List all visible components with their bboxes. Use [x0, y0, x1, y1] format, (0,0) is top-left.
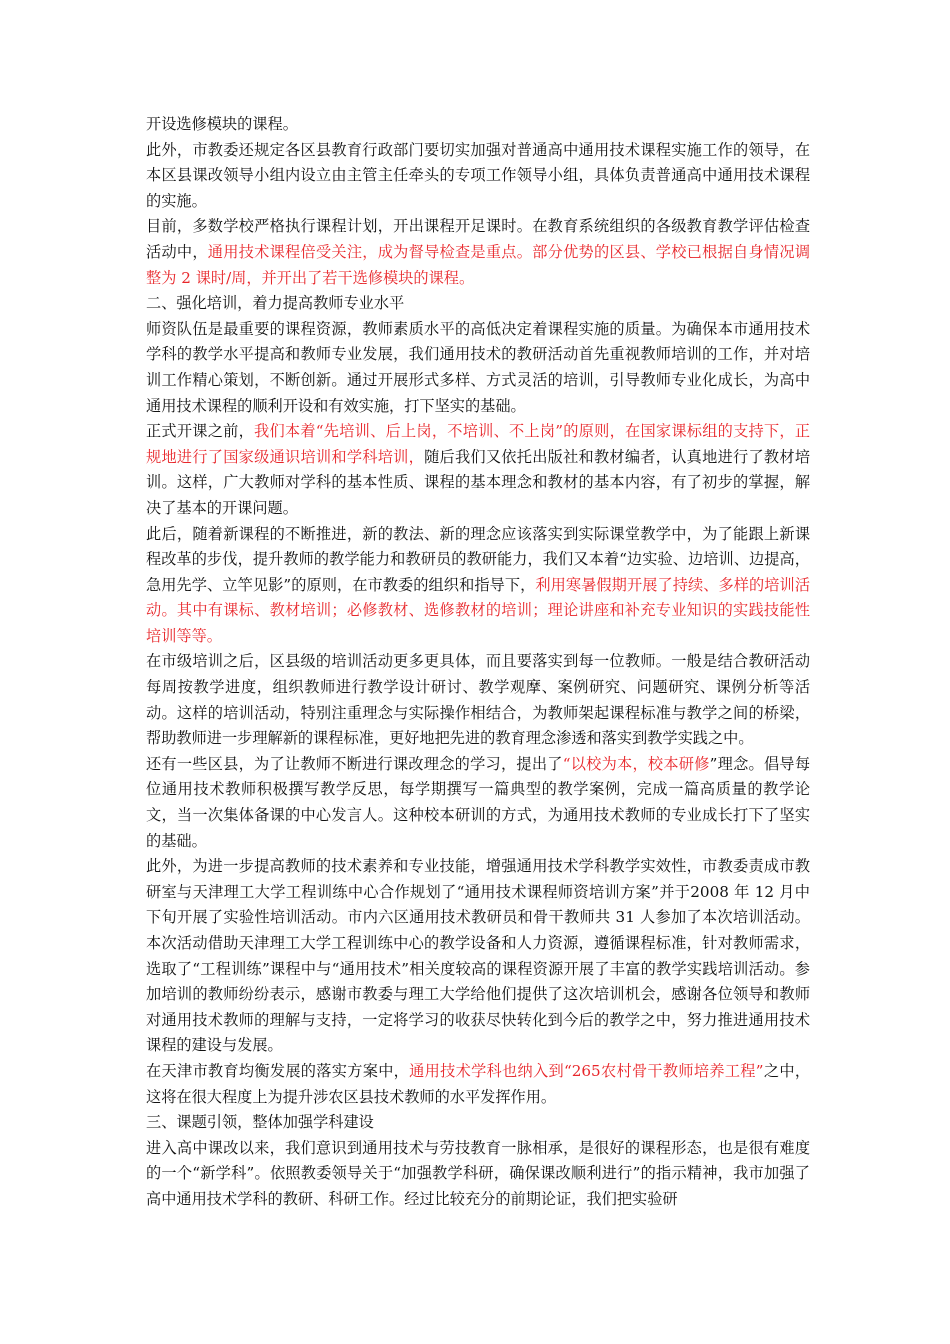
document-page: [146, 112, 810, 1213]
paragraph: 正式开课之前，我们本着“先培训、后上岗，不培训、不上岗”的原则，在国家课标组的支持下，正规地进行了国家级通识培训和学科培训，随后我们又依托出版社和教材编者，认真地进行了教材培训。这样，广大教师对学科的基本性质、课程的基本理念和教材的基本内容，有了初步的掌握，解决了基本的开课问题。: [146, 422, 811, 517]
section-heading: 三、课题引领，整体加强学科建设: [146, 1113, 374, 1132]
paragraph: 目前，多数学校严格执行课程计划，开出课程开足课时。在教育系统组织的各级教育教学评估检查活动中，通用技术课程倍受关注，成为督导检查是重点。部分优势的区县、学校已根据自身情况调整为 2 课时/周，并开出了若干选修模块的课程。: [146, 217, 811, 287]
section-heading: 二、强化培训，着力提高教师专业水平: [146, 294, 405, 313]
highlighted-text: 我们本着“先培训、后上岗，不培训、不上岗”的原则，在国家课标组的支持下，正规地进行了国家级通识培训和学科培训，: [146, 422, 811, 466]
paragraph: 此外，为进一步提高教师的技术素养和专业技能，增强通用技术学科教学实效性，市教委责成市教研室与天津理工大学工程训练中心合作规划了“通用技术课程师资培训方案”并于2008 年 12 月中下旬开展了实验性培训活动。市内六区通用技术教研员和骨干教师共 31 人参加了本次培训活动。本次活动借助天津理工大学工程训练中心的教学设备和人力资源，遵循课程标准，针对教师需求，选取了“工程训练”课程中与“通用技术”相关度较高的课程资源开展了丰富的教学实践培训活动。参加培训的教师纷纷表示，感谢市教委与理工大学给他们提供了这次培训机会，感谢各位领导和教师对通用技术教师的理解与支持，一定将学习的收获尽快转化到今后的教学之中，努力推进通用技术课程的建设与发展。: [146, 857, 810, 1055]
paragraph: 进入高中课改以来，我们意识到通用技术与劳技教育一脉相承，是很好的课程形态，也是很有难度的一个“新学科”。依照教委领导关于“加强教学科研，确保课改顺利进行”的指示精神，我市加强了高中通用技术学科的教研、科研工作。经过比较充分的前期论证，我们把实验研: [146, 1138, 810, 1208]
highlighted-text: 通用技术课程倍受关注，成为督导检查是重点。部分优势的区县、学校已根据自身情况调整为 2 课时/周，并开出了若干选修模块的课程。: [146, 242, 811, 287]
highlighted-text: 通用技术学科也纳入到“265农村骨干教师培养工程”: [409, 1061, 764, 1080]
paragraph: 还有一些区县，为了让教师不断进行课改理念的学习，提出了“以校为本，校本研修”理念。倡导每位通用技术教师积极撰写教学反思，每学期撰写一篇典型的教学案例，完成一篇高质量的教学论文，当一次集体备课的中心发言人。这种校本研训的方式，为通用技术教师的专业成长打下了坚实的基础。: [146, 754, 811, 850]
paragraph: 师资队伍是最重要的课程资源，教师素质水平的高低决定着课程实施的质量。为确保本市通用技术学科的教学水平提高和教师专业发展，我们通用技术的教研活动首先重视教师培训的工作，并对培训工作精心策划，不断创新。通过开展形式多样、方式灵活的培训，引导教师专业化成长，为高中通用技术课程的顺利开设和有效实施，打下坚实的基础。: [146, 319, 810, 415]
paragraph: 在市级培训之后，区县级的培训活动更多更具体，而且要落实到每一位教师。一般是结合教研活动每周按教学进度，组织教师进行教学设计研讨、教学观摩、案例研究、问题研究、课例分析等活动。这样的培训活动，特别注重理念与实际操作相结合，为教师架起课程标准与教学之间的桥梁，帮助教师进一步理解新的课程标准，更好地把先进的教育理念渗透和落实到教学实践之中。: [146, 652, 810, 748]
paragraph: 此后，随着新课程的不断推进，新的教法、新的理念应该落实到实际课堂教学中，为了能跟上新课程改革的步伐，提升教师的教学能力和教研员的教研能力，我们又本着“边实验、边培训、边提高，急用先学、立竿见影”的原则，在市教委的组织和指导下，利用寒暑假期开展了持续、多样的培训活动。其中有课标、教材培训；必修教材、选修教材的培训；理论讲座和补充专业知识的实践技能性培训等等。: [146, 524, 811, 645]
highlighted-text: “以校为本，校本研修: [562, 754, 710, 773]
paragraph: 在天津市教育均衡发展的落实方案中，通用技术学科也纳入到“265农村骨干教师培养工程”之中，这将在很大程度上为提升涉农区县技术教师的水平发挥作用。: [146, 1061, 811, 1106]
highlighted-text: 利用寒暑假期开展了持续、多样的培训活动。其中有课标、教材培训；必修教材、选修教材的培训；理论讲座和补充专业知识的实践技能性培训等等。: [146, 575, 811, 645]
paragraph: 开设选修模块的课程。: [146, 115, 298, 133]
paragraph: 此外，市教委还规定各区县教育行政部门要切实加强对普通高中通用技术课程实施工作的领导，在本区县课改领导小组内设立由主管主任牵头的专项工作领导小组，具体负责普通高中通用技术课程的实施。: [146, 140, 810, 210]
